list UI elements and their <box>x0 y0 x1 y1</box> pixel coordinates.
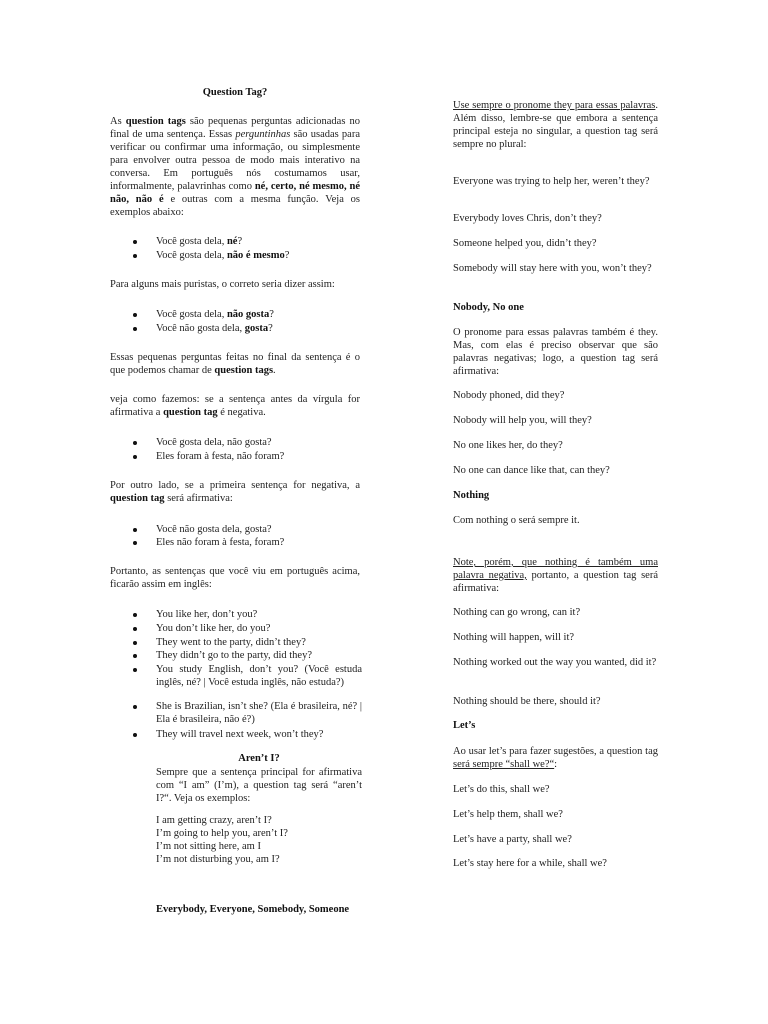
list-item: Eles foram à festa, não foram? <box>156 450 366 463</box>
paragraph-question-tags: Essas pequenas perguntas feitas no final da sentença é o que podemos chamar de question tags. <box>110 352 360 376</box>
example-line: Let’s stay here for a while, shall we? <box>453 858 607 869</box>
they-paragraph: Use sempre o pronome they para essas palavras. Além disso, lembre-se que embora a sentença principal esteja no singular, a question tag será sempre no plural: <box>453 100 658 150</box>
list-item: Você gosta dela, não gosta? <box>156 308 366 321</box>
arent-example: I’m not disturbing you, am I? <box>156 854 280 865</box>
example-line: Nothing worked out the way you wanted, did it? <box>453 657 657 668</box>
everybody-heading: Everybody, Everyone, Somebody, Someone <box>156 904 350 915</box>
intro-text-3: são usadas para verificar ou confirmar uma informação, ou simplesmente para envolver outra pessoa de modo mais interativo na conversa. Em português nós costumamos usar, informalmente, palavrinhas como <box>110 129 360 192</box>
nothing-text: Com nothing o será sempre it. <box>453 515 580 526</box>
paragraph-negative: Por outro lado, se a primeira sentença for negativa, a question tag será afirmativa: <box>110 480 360 504</box>
example-line: Let’s have a party, shall we? <box>453 834 572 845</box>
example-line: Someone helped you, didn’t they? <box>453 238 597 249</box>
list-item: You like her, don’t you? <box>156 608 362 621</box>
paragraph-how-to: veja como fazemos: se a sentença antes da vírgula for afirmativa a question tag é negativa. <box>110 394 360 418</box>
paragraph-purists: Para alguns mais puristas, o correto seria dizer assim: <box>110 279 335 290</box>
arent-i-heading: Aren’t I? <box>238 753 280 764</box>
list-item: Você não gosta dela, gosta? <box>156 322 366 335</box>
list-item: They went to the party, didn’t they? <box>156 636 362 649</box>
intro-text-4: e outras com a mesma função. Veja os exemplos abaixo: <box>110 194 361 218</box>
paragraph-english: Portanto, as sentenças que você viu em português acima, ficarão assim em inglês: <box>110 566 360 590</box>
example-line: Let’s do this, shall we? <box>453 784 550 795</box>
intro-italic: perguntinhas <box>235 129 291 140</box>
intro-bold-2: né, certo, né mesmo, né não, não é <box>110 181 360 205</box>
arent-example: I’m going to help you, aren’t I? <box>156 828 288 839</box>
example-line: Nothing should be there, should it? <box>453 696 601 707</box>
intro-bold-1: question tags <box>125 116 186 127</box>
nothing-heading: Nothing <box>453 490 490 501</box>
intro-text-1: As <box>110 116 126 127</box>
example-line: No one can dance like that, can they? <box>453 465 610 476</box>
lets-text: Ao usar let’s para fazer sugestões, a question tag será sempre “shall we?“: <box>453 746 658 770</box>
example-line: Nobody will help you, will they? <box>453 415 592 426</box>
example-line: Everyone was trying to help her, weren’t they? <box>453 176 650 187</box>
list-item: They will travel next week, won’t they? <box>156 728 362 741</box>
list-item: Você gosta dela, não gosta? <box>156 436 366 449</box>
page-title: Question Tag? <box>202 87 268 98</box>
list-item: You study English, don’t you? (Você estuda inglês, né? | Você estuda inglês, não estuda?) <box>156 664 362 688</box>
list-item: They didn’t go to the party, did they? <box>156 649 362 662</box>
list-item: Você gosta dela, né? <box>156 235 366 248</box>
nobody-heading: Nobody, No one <box>453 302 524 313</box>
example-line: Nothing will happen, will it? <box>453 632 575 643</box>
intro-paragraph <box>110 115 360 219</box>
nobody-text: O pronome para essas palavras também é they. Mas, com elas é preciso observar que são palavras negativas; logo, a question tag será afirmativa: <box>453 327 658 377</box>
example-line: Nobody phoned, did they? <box>453 390 565 401</box>
nothing-note: Note, porém, que nothing é também uma palavra negativa, portanto, a question tag será afirmativa: <box>453 557 658 594</box>
example-line: Everybody loves Chris, don’t they? <box>453 213 602 224</box>
example-line: Let’s help them, shall we? <box>453 809 563 820</box>
list-item: You don’t like her, do you? <box>156 622 362 635</box>
list-item: Você não gosta dela, gosta? <box>156 523 366 536</box>
example-line: Nothing can go wrong, can it? <box>453 607 581 618</box>
arent-example: I am getting crazy, aren’t I? <box>156 815 272 826</box>
lets-heading: Let’s <box>453 720 476 731</box>
list-item: She is Brazilian, isn’t she? (Ela é brasileira, né? | Ela é brasileira, não é?) <box>156 701 362 725</box>
example-line: No one likes her, do they? <box>453 440 563 451</box>
list-item: Você gosta dela, não é mesmo? <box>156 249 366 262</box>
arent-example: I’m not sitting here, am I <box>156 841 261 852</box>
list-item: Eles não foram à festa, foram? <box>156 536 366 549</box>
arent-i-text: Sempre que a sentença principal for afirmativa com “I am” (I’m), a question tag será “aren’t I?“. Veja os exemplos: <box>156 767 362 804</box>
example-line: Somebody will stay here with you, won’t they? <box>453 263 652 274</box>
intro-text-2: são pequenas perguntas adicionadas no final de uma sentença. Essas <box>110 116 360 140</box>
